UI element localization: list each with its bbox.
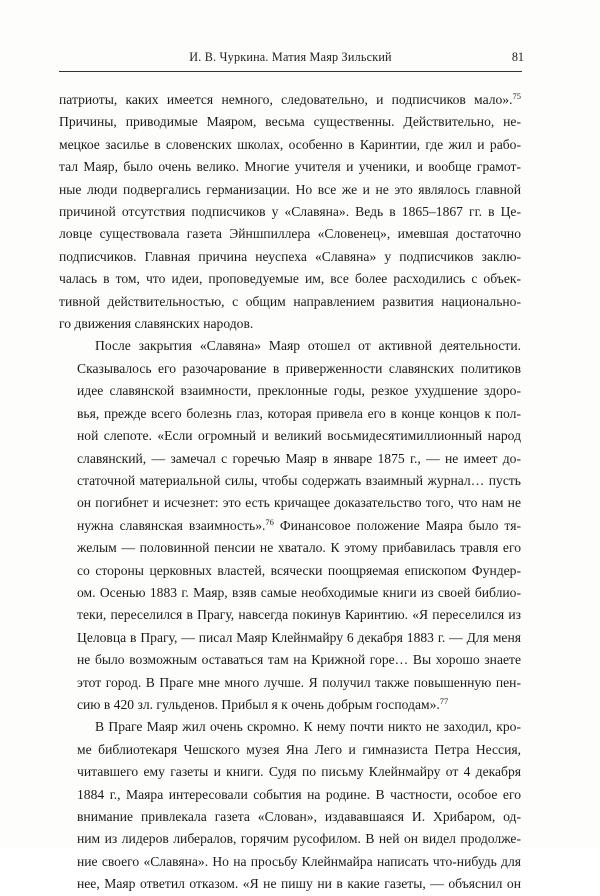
text-line: сию в 420 зл. гульденов. Прибыл я к очень добрым господам».$^{77}$ [77,695,449,712]
text-line: Сказывалось его разочарование в приверженности славянских политиков [77,360,521,376]
text-line: вья, прежде всего болезнь глаз, которая привела его в конце концов к пол- [77,405,521,421]
text-line: Целовца в Прагу, — писал Маяр Клейнмайру 6 декабря 1883 г. — Для меня [77,629,521,645]
text-line: ом. Осенью 1883 г. Маяр, взяв самые необходимые книги из своей библио- [77,584,521,600]
text-line: го движения славянских народов. [59,316,254,332]
text-line: нее, Маяр ответил отказом. «Я не пишу ни в какие газеты, — объяснил он [77,876,521,892]
text-line: В Праге Маяр жил очень скромно. К нему почти никто не заходил, кро- [95,719,521,735]
text-line: желым — половинной пенсии не хватало. К этому прибавилась травля его [77,540,521,556]
page-number: 81 [511,50,524,64]
paragraph-1 [59,89,521,335]
text-line: подписчиков. Главная причина неуспеха «Славяна» у подписчиков заклю- [59,248,521,264]
text-line: причиной отсутствия подписчиков у «Славяна». Ведь в 1865–1867 гг. в Це- [59,204,521,220]
text-line: тивной действительностью, с общим направлением развития национально- [59,293,521,309]
text-line: славянский, — замечал с горечью Маяр в январе 1875 г., — не имеет до- [77,450,521,466]
text-line: не было возможным оставаться там на Крижной горе… Вы хорошо знаете [77,652,521,668]
text-line: этот город. В Праге мне много лучше. Я получил также повышенную пен- [77,674,521,690]
footnote-ref-76: 76 [265,516,274,527]
text-line: 1884 г., Маяра интересовали события на родине. В частности, особое его [77,786,521,802]
text-line: ме библиотекаря Чешского музея Яна Лего и гимназиста Петра Нессия, [77,741,521,757]
text-line: ним из лидеров либералов, горячим русофилом. В ней он видел продолже- [77,831,521,847]
text-line: ловце существовала газета Эйншпиллера «Словенец», имевшая достаточно [59,226,521,242]
text-line: ные люди подвергались германизации. Но все же и не это являлось главной [59,181,521,197]
text-line: ной слепоте. «Если огромный и великий восьмидесятимиллионный народ [77,428,521,444]
text-line: Причины, приводимые Маяром, весьма существенны. Действительно, не- [59,114,521,130]
footnote-ref-77: 77 [439,695,449,706]
text-line: статочной материальной силы, чтобы содержать взаимный журнал… пусть [77,472,521,488]
footnote-ref-75: 75 [512,91,521,101]
text-line: чалась в том, что идеи, проповедуемые им, все более расходились с объек- [59,271,521,287]
text-line: он погибнет и исчезнет: это есть кричащее доказательство того, что нам не [77,495,521,511]
text-line: мецкое засилье в словенских школах, особенно в Каринтии, где жил и рабо- [59,136,521,152]
text-line: патриоты, каких имеется немного, следовательно, и подписчиков мало».$^{75}$ [59,91,521,107]
header-rule [59,71,522,72]
paragraph-2 [59,335,521,716]
text-line: внимание привлекала газета «Слован», издававшаяся И. Хрибаром, од- [77,809,521,824]
paragraph-3 [59,716,521,895]
text-line: теки, переселился в Прагу, навсегда покинув Каринтию. «Я переселился из [77,607,521,623]
body-text [59,89,521,896]
text-line: ние своего «Славяна». Но на просьбу Клейнмайра написать что-нибудь для [77,853,521,869]
text-line: После закрытия «Славяна» Маяр отошел от активной деятельности. [95,338,521,354]
text-line: со стороны церковных властей, всячески поощряемая епископом Фундер- [77,562,521,578]
text-line: нужна славянская взаимность».$^{76}$ Финансовое положение Маяра было тя- [77,516,521,533]
text-line: тал Маяр, было очень велико. Многие учителя и ученики, и вообще грамот- [59,159,521,175]
running-head [59,47,522,69]
text-line: читавшего ему газеты и книги. Судя по письму Клейнмайру от 4 декабря [77,764,521,780]
running-title: И. В. Чуркина. Матия Маяр Зильский [189,50,392,64]
text-line: идее славянской взаимности, преклонные годы, резкое ухудшение здоро- [77,383,521,399]
